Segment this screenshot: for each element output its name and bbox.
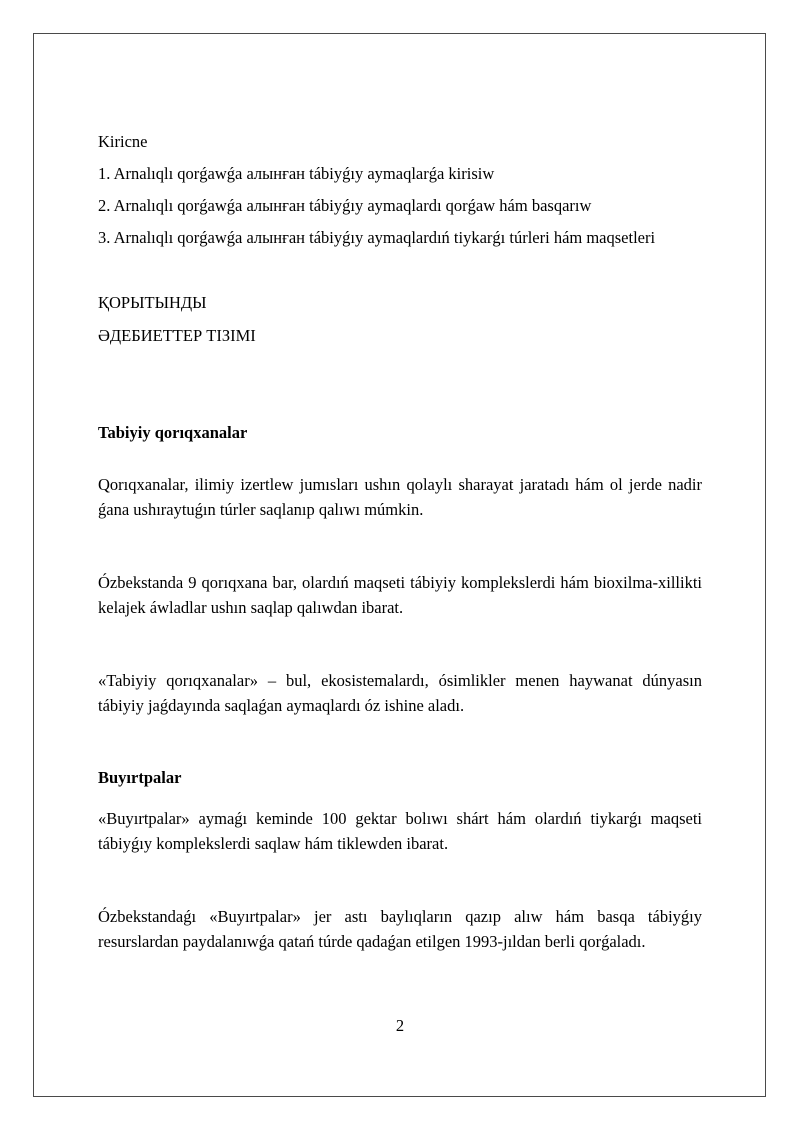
toc-item-1: 1. Arnalıqlı qorǵawǵa алынған tábiyǵıy aymaqlarǵa kirisiw — [98, 164, 495, 183]
paragraph-sanctuaries-area: «Buyırtpalar» aymaǵı keminde 100 gektar bolıwı shárt hám olardıń tiykarǵı maqseti tábiyǵıy komplekslerdi saqlaw hám tiklewden ibarat. — [98, 809, 702, 853]
toc-item-2: 2. Arnalıqlı qorǵawǵa алынған tábiyǵıy aymaqlardı qorǵaw hám basqarıw — [98, 196, 592, 215]
paragraph-reserves-research: Qorıqxanalar, ilimiy izertlew jumısları ushın qolaylı sharayat jaratadı hám ol jerde nadir ǵana ushıraytuǵın túrler saqlanıp qalıwı múmkin. — [98, 475, 702, 519]
section-heading-nature-reserves: Tabiyiy qorıqxanalar — [98, 423, 248, 442]
paragraph-reserves-count: Ózbekstanda 9 qorıqxana bar, olardıń maqseti tábiyiy komplekslerdi hám bioxilma-xillikti kelajek áwladlar ushın saqlap qalıwdan ibarat. — [98, 573, 702, 617]
paragraph-reserves-definition: «Tabiyiy qorıqxanalar» – bul, ekosistemalardı, ósimlikler menen haywanat dúnyasın tábiyiy jaǵdayında saqlaǵan aymaqlardı óz ishine aladı. — [98, 671, 702, 715]
toc-intro: Kirісne — [98, 132, 148, 151]
toc-references: ӘДЕБИЕТТЕР ТІЗІМІ — [98, 326, 256, 345]
section-heading-sanctuaries: Buyırtpalar — [98, 768, 182, 787]
toc-conclusion: ҚОРЫТЫНДЫ — [98, 293, 207, 312]
toc-item-3: 3. Arnalıqlı qorǵawǵa алынған tábiyǵıy aymaqlardıń tiykarǵı túrleri hám maqsetleri — [98, 228, 656, 247]
page-number: 2 — [395, 1016, 405, 1035]
paragraph-sanctuaries-protection: Ózbekstandaǵı «Buyırtpalar» jer astı baylıqların qazıp alıw hám basqa tábiyǵıy resurslardan paydalanıwǵa qatań túrde qadaǵan etilgen 1993-jıldan berli qorǵaladı. — [98, 907, 702, 951]
